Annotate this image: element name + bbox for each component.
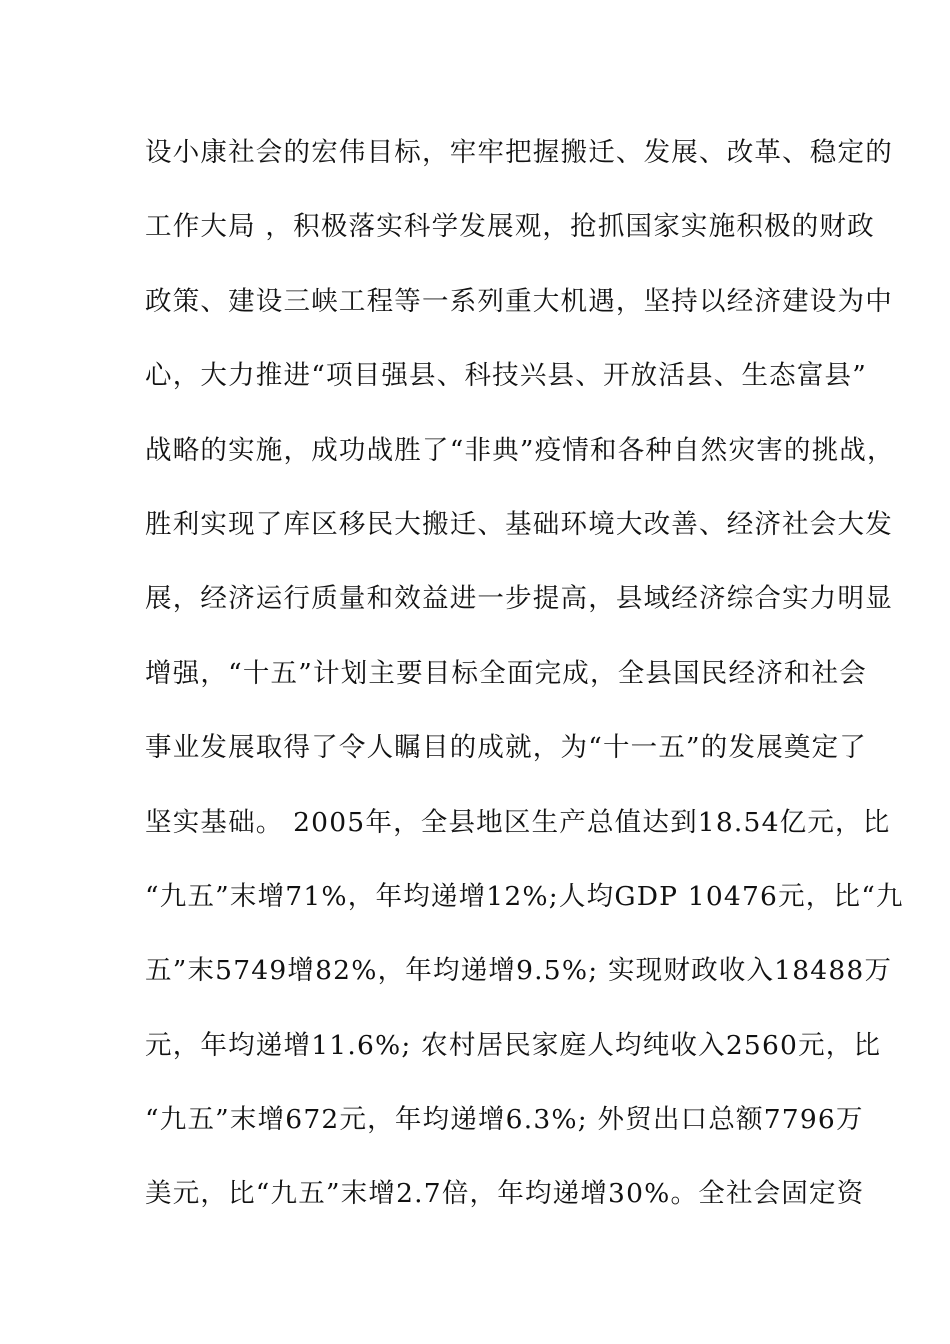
text-line: 工作大局 ，积极落实科学发展观，抢抓国家实施积极的财政 — [145, 211, 875, 243]
text-line: 战略的实施，成功战胜了“非典”疫情和各种自然灾害的挑战， — [145, 434, 895, 466]
text-line: 美元，比“九五”末增2.7倍，年均递增30%。全社会固定资 — [145, 1178, 865, 1210]
text-line: “九五”末增71%，年均递增12%;人均GDP 10476元，比“九 — [145, 880, 904, 912]
text-line: 设小康社会的宏伟目标，牢牢把握搬迁、发展、改革、稳定的 — [145, 137, 893, 168]
text-line: 展，经济运行质量和效益进一步提高，县域经济综合实力明显 — [145, 583, 893, 615]
text-line: 政策、建设三峡工程等一系列重大机遇，坚持以经济建设为中 — [145, 285, 893, 317]
text-line: 元，年均递增11.6%; 农村居民家庭人均纯收入2560元，比 — [145, 1029, 882, 1061]
text-line: 事业发展取得了令人瞩目的成就，为“十一五”的发展奠定了 — [145, 732, 867, 764]
text-line: 五”末5749增82%，年均递增9.5%; 实现财政收入18488万 — [145, 955, 893, 987]
text-line: “九五”末增672元，年均递增6.3%; 外贸出口总额7796万 — [145, 1104, 864, 1136]
text-line: 心，大力推进“项目强县、科技兴县、开放活县、生态富县” — [145, 360, 867, 392]
text-line: 增强，“十五”计划主要目标全面完成，全县国民经济和社会 — [145, 657, 867, 689]
text-line: 坚实基础。 2005年，全县地区生产总值达到18.54亿元，比 — [145, 806, 891, 838]
body-text — [145, 128, 904, 1244]
text-line: 胜利实现了库区移民大搬迁、基础环境大改善、经济社会大发 — [145, 508, 893, 540]
